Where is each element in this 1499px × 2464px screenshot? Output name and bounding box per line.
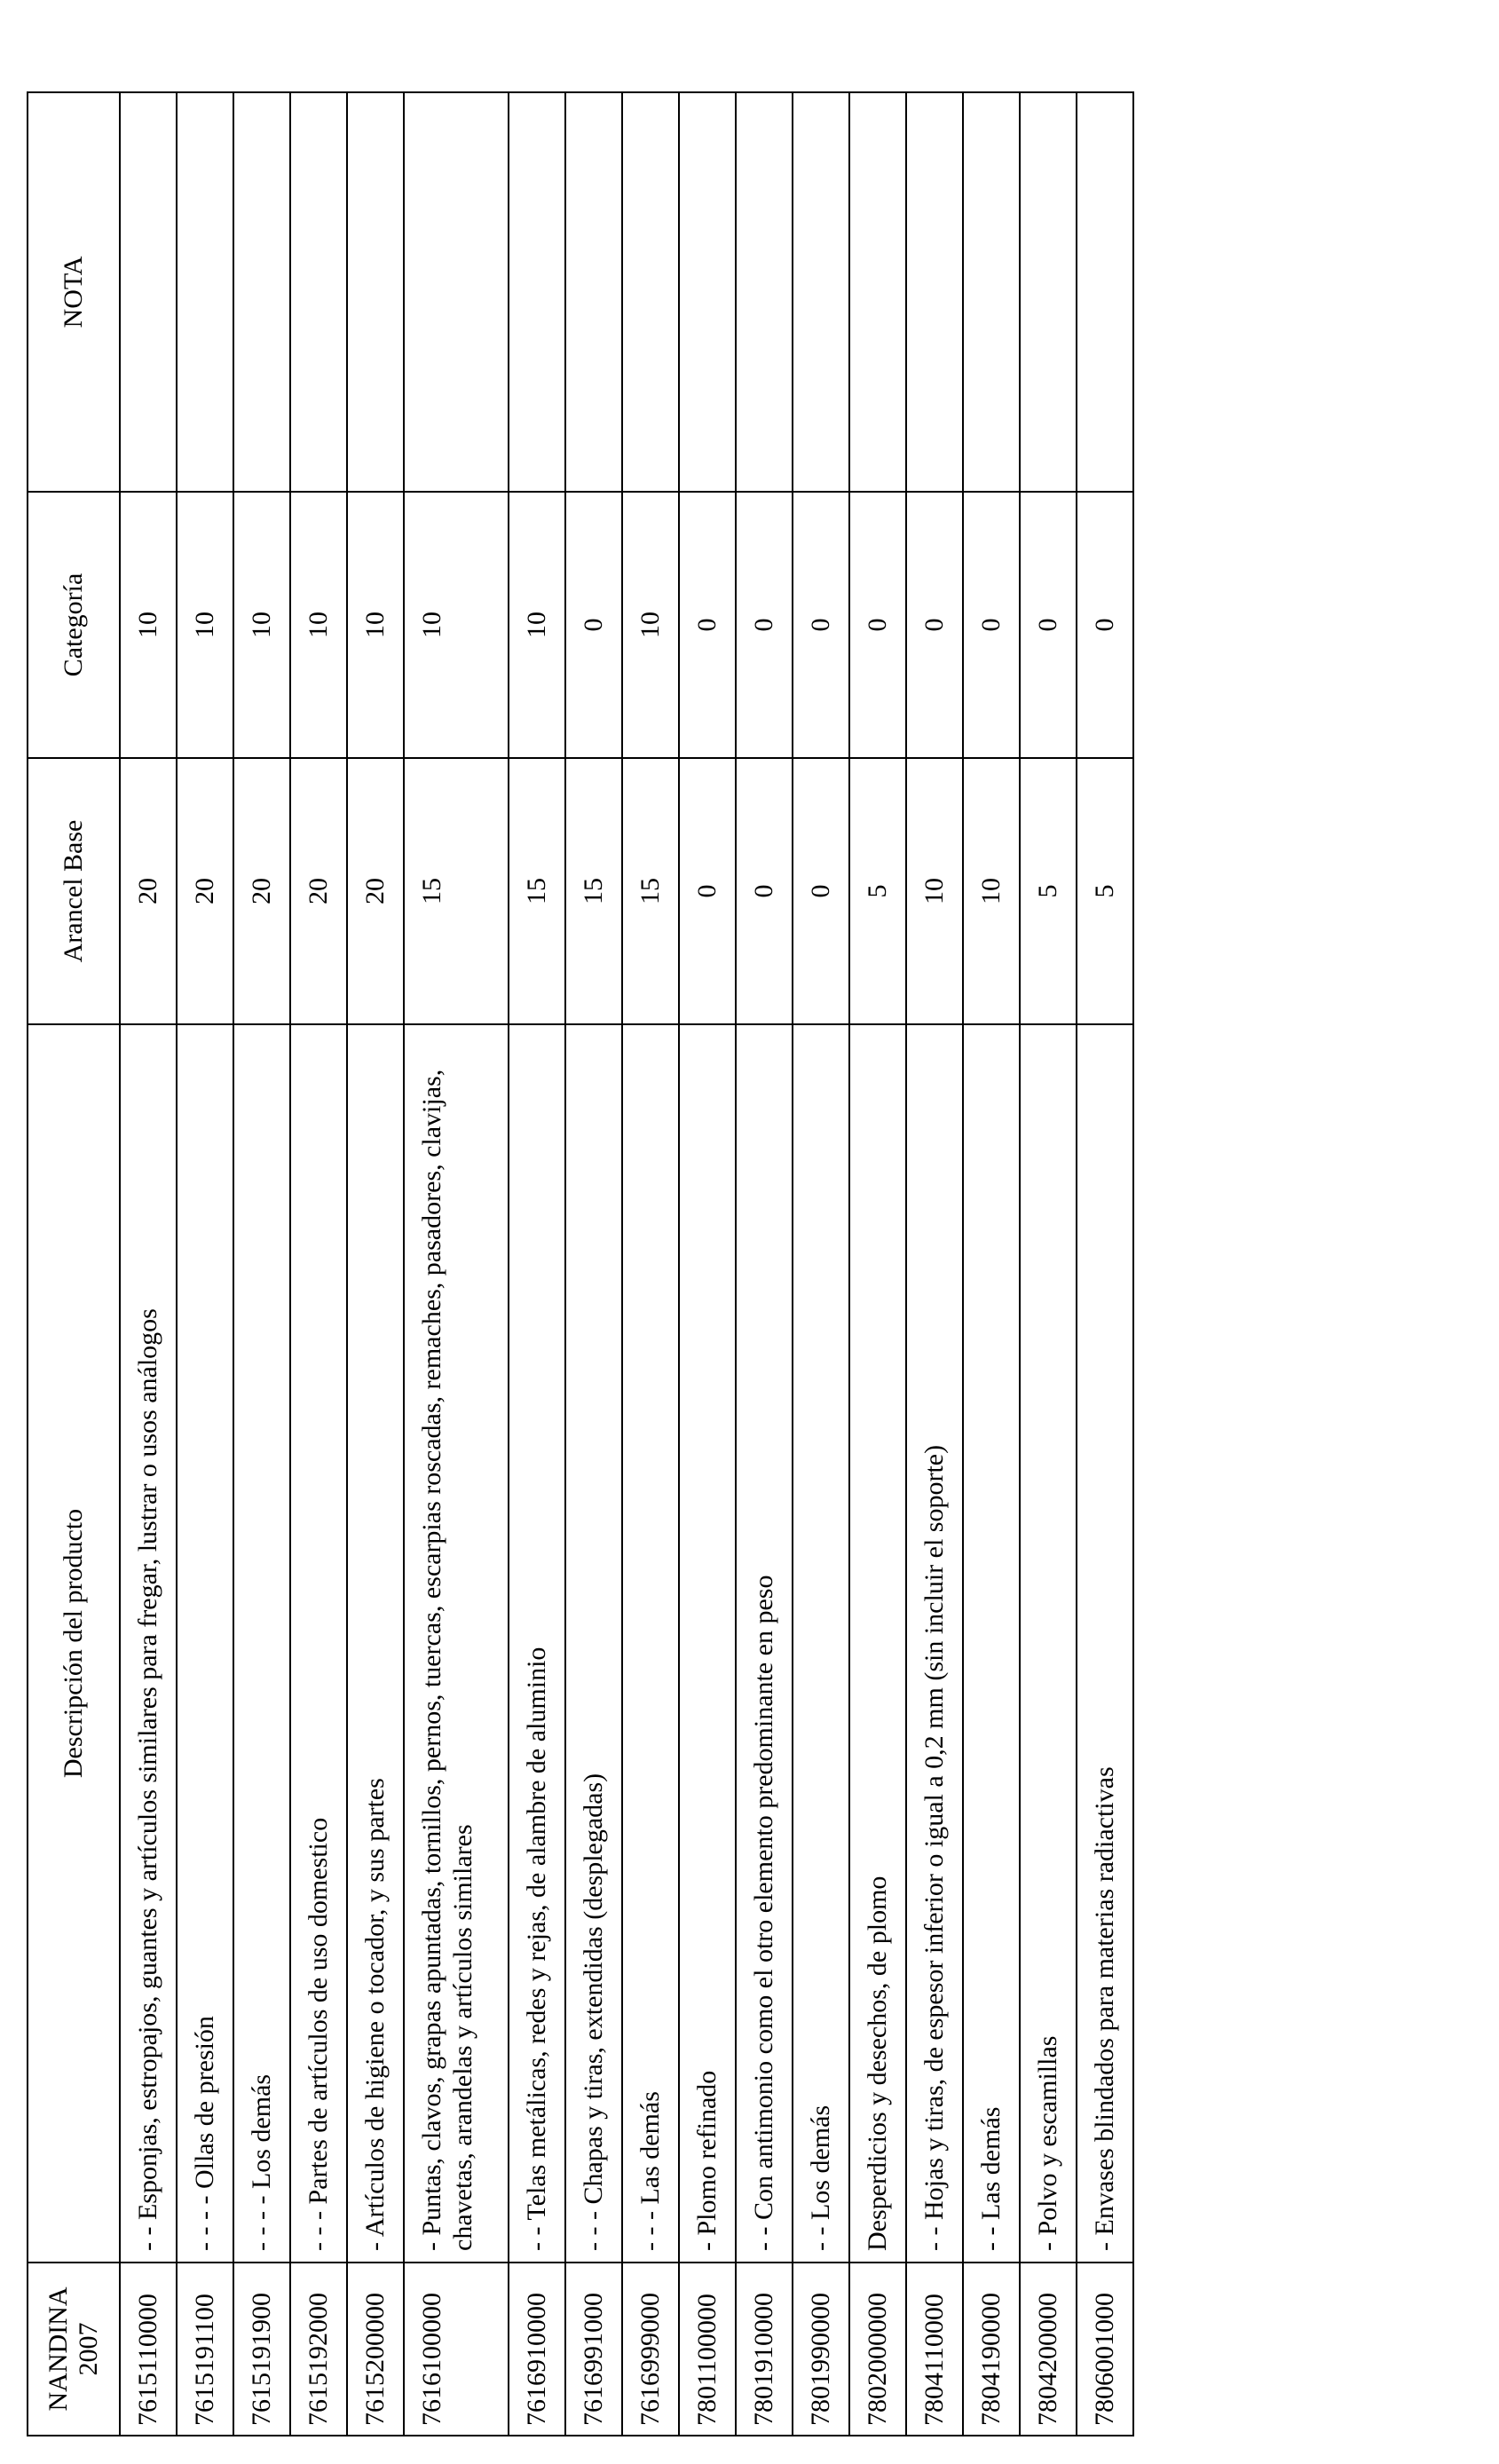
code-cell: 7804110000 (906, 2263, 963, 2436)
header-category: Categoría (28, 492, 120, 758)
category-cell: 10 (509, 492, 565, 758)
table-row (906, 92, 963, 2436)
header-base: Arancel Base (28, 758, 120, 1024)
base-cell: 0 (736, 758, 793, 1024)
description-cell: - - Los demás (793, 1024, 849, 2263)
note-cell (233, 92, 290, 492)
code-cell: 7615200000 (347, 2263, 404, 2436)
header-row (28, 92, 120, 2436)
table-row (565, 92, 622, 2436)
description-cell: - - - - Ollas de presión (177, 1024, 233, 2263)
category-cell: 0 (793, 492, 849, 758)
description-cell: - - - - Los demás (233, 1024, 290, 2263)
base-cell: 20 (120, 758, 177, 1024)
category-cell: 10 (622, 492, 679, 758)
note-cell (1077, 92, 1133, 492)
note-cell (793, 92, 849, 492)
code-cell: 7801990000 (793, 2263, 849, 2436)
table-row (679, 92, 736, 2436)
base-cell: 15 (404, 758, 509, 1024)
description-cell: - Envases blindados para materias radiactivas (1077, 1024, 1133, 2263)
note-cell (679, 92, 736, 492)
note-cell (565, 92, 622, 492)
note-cell (290, 92, 347, 492)
note-cell (736, 92, 793, 492)
category-cell: 0 (565, 492, 622, 758)
category-cell: 10 (233, 492, 290, 758)
note-cell (404, 92, 509, 492)
table-row (347, 92, 404, 2436)
category-cell: 0 (679, 492, 736, 758)
category-cell: 0 (1077, 492, 1133, 758)
category-cell: 0 (849, 492, 906, 758)
category-cell: 0 (906, 492, 963, 758)
description-cell: - - Las demás (963, 1024, 1020, 2263)
category-cell: 10 (347, 492, 404, 758)
code-cell: 7804200000 (1020, 2263, 1077, 2436)
note-cell (963, 92, 1020, 492)
note-cell (509, 92, 565, 492)
base-cell: 10 (906, 758, 963, 1024)
code-cell: 7615191100 (177, 2263, 233, 2436)
category-cell: 0 (736, 492, 793, 758)
code-cell: 7615192000 (290, 2263, 347, 2436)
header-code: NANDINA 2007 (28, 2263, 120, 2436)
header-note: NOTA (28, 92, 120, 492)
base-cell: 15 (509, 758, 565, 1024)
code-cell: 7615110000 (120, 2263, 177, 2436)
code-cell: 7616991000 (565, 2263, 622, 2436)
table-row (1077, 92, 1133, 2436)
base-cell: 5 (1020, 758, 1077, 1024)
table-row (793, 92, 849, 2436)
base-cell: 20 (233, 758, 290, 1024)
header-description: Descripción del producto (28, 1024, 120, 2263)
category-cell: 0 (963, 492, 1020, 758)
table-row (120, 92, 177, 2436)
description-cell: - Artículos de higiene o tocador, y sus partes (347, 1024, 404, 2263)
description-cell: - Puntas, clavos, grapas apuntadas, tornillos, pernos, tuercas, escarpias roscadas, remaches, pasadores, clavijas, chavetas, arandelas y artículos similares (404, 1024, 509, 2263)
rotated-page (27, 93, 1134, 2436)
note-cell (1020, 92, 1077, 492)
code-cell: 7801100000 (679, 2263, 736, 2436)
base-cell: 0 (679, 758, 736, 1024)
category-cell: 10 (120, 492, 177, 758)
base-cell: 20 (177, 758, 233, 1024)
note-cell (177, 92, 233, 492)
table-row (509, 92, 565, 2436)
base-cell: 10 (963, 758, 1020, 1024)
description-cell: - - Telas metálicas, redes y rejas, de alambre de aluminio (509, 1024, 565, 2263)
description-cell: - Plomo refinado (679, 1024, 736, 2263)
note-cell (347, 92, 404, 492)
code-cell: 7806001000 (1077, 2263, 1133, 2436)
base-cell: 0 (793, 758, 849, 1024)
category-cell: 10 (290, 492, 347, 758)
base-cell: 20 (347, 758, 404, 1024)
base-cell: 20 (290, 758, 347, 1024)
base-cell: 15 (565, 758, 622, 1024)
code-cell: 7616999000 (622, 2263, 679, 2436)
code-cell: 7804190000 (963, 2263, 1020, 2436)
description-cell: - - - Las demás (622, 1024, 679, 2263)
description-cell: - - - Partes de artículos de uso domestico (290, 1024, 347, 2263)
note-cell (849, 92, 906, 492)
category-cell: 10 (404, 492, 509, 758)
table-row (290, 92, 347, 2436)
description-cell: - - Esponjas, estropajos, guantes y artículos similares para fregar, lustrar o usos análogos (120, 1024, 177, 2263)
table-row (622, 92, 679, 2436)
note-cell (906, 92, 963, 492)
base-cell: 5 (1077, 758, 1133, 1024)
table-row (849, 92, 906, 2436)
description-cell: - - Con antimonio como el otro elemento predominante en peso (736, 1024, 793, 2263)
code-cell: 7615191900 (233, 2263, 290, 2436)
description-cell: Desperdicios y desechos, de plomo (849, 1024, 906, 2263)
description-cell: - - Hojas y tiras, de espesor inferior o igual a 0,2 mm (sin incluir el soporte) (906, 1024, 963, 2263)
base-cell: 15 (622, 758, 679, 1024)
category-cell: 10 (177, 492, 233, 758)
description-cell: - Polvo y escamillas (1020, 1024, 1077, 2263)
table-row (1020, 92, 1077, 2436)
code-cell: 7802000000 (849, 2263, 906, 2436)
tariff-table (27, 91, 1134, 2436)
table-row (177, 92, 233, 2436)
table-row (963, 92, 1020, 2436)
table-row (233, 92, 290, 2436)
note-cell (622, 92, 679, 492)
table-row (404, 92, 509, 2436)
base-cell: 5 (849, 758, 906, 1024)
code-cell: 7801910000 (736, 2263, 793, 2436)
note-cell (120, 92, 177, 492)
code-cell: 7616910000 (509, 2263, 565, 2436)
category-cell: 0 (1020, 492, 1077, 758)
table-row (736, 92, 793, 2436)
code-cell: 7616100000 (404, 2263, 509, 2436)
description-cell: - - - Chapas y tiras, extendidas (desplegadas) (565, 1024, 622, 2263)
